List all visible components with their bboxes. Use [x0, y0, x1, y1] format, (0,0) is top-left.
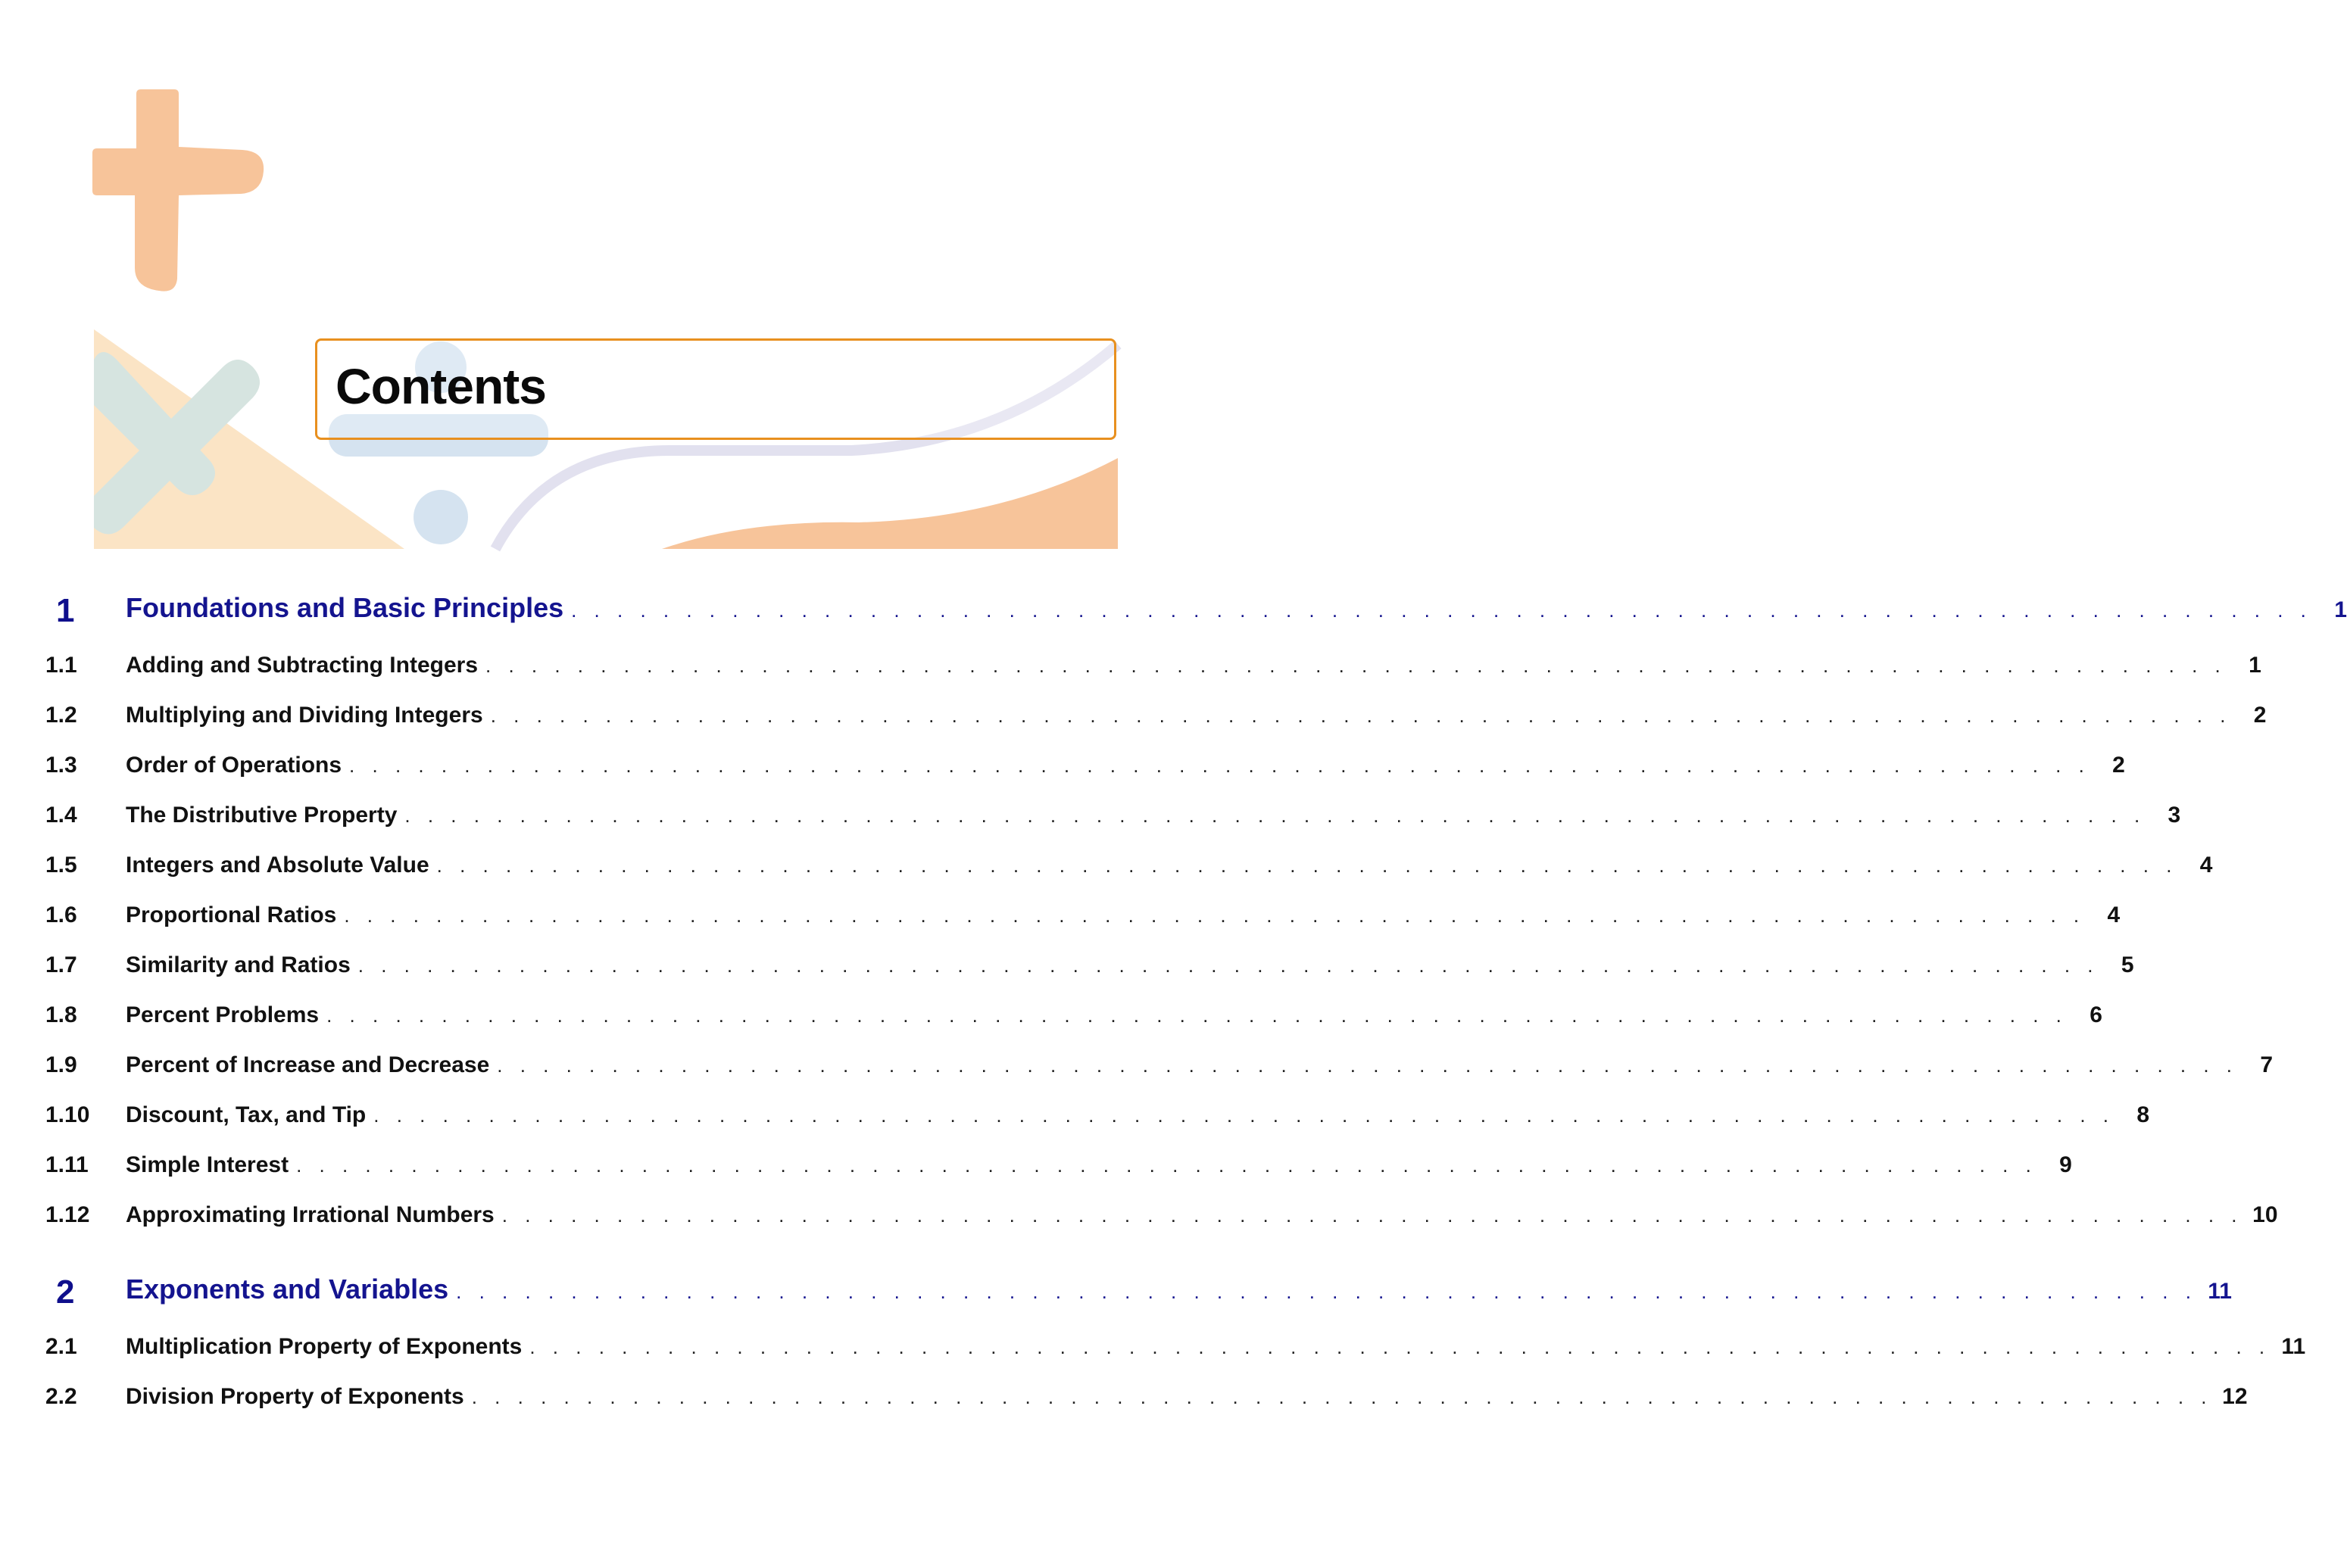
- chapter-title: Exponents and Variables: [126, 1273, 449, 1305]
- dot-leader: . . . . . . . . . . . . . . . . . . . . . . . . . . . . . . . . . . . . . . . . . . . . . . . . . . . . . . . . . . . . . . . . . . . . . . . . . . . .: [497, 1054, 2239, 1077]
- section-number: 1.5: [45, 853, 77, 878]
- chapter-title: Foundations and Basic Principles: [126, 592, 564, 623]
- section-page: 10: [2252, 1202, 2278, 1227]
- section-page: 12: [2222, 1384, 2248, 1409]
- dot-leader: . . . . . . . . . . . . . . . . . . . . . . . . . . . . . . . . . . . . . . . . . . . . . . . . . . . . . . . . . . . . . . . . . . . . . . . . . . . .: [529, 1336, 2271, 1358]
- section-number: 1.9: [45, 1052, 77, 1077]
- section-title: Percent Problems: [126, 1002, 320, 1027]
- chapter-number: 2: [56, 1273, 75, 1311]
- section-page: 4: [2107, 902, 2121, 927]
- dot-leader: . . . . . . . . . . . . . . . . . . . . . . . . . . . . . . . . . . . . . . . . . . . . . . . . . . . . . . . . . . . . . . . . . . . . . . . . . . . .: [485, 654, 2227, 677]
- section-title: Approximating Irrational Numbers: [126, 1202, 495, 1227]
- section-number: 1.10: [45, 1102, 90, 1127]
- section-page: 2: [2253, 703, 2267, 728]
- section-title: The Distributive Property: [126, 803, 398, 828]
- section-page: 8: [2136, 1102, 2150, 1127]
- section-title: Simple Interest: [126, 1152, 289, 1177]
- chapter-page: 1: [2334, 597, 2347, 622]
- chapter-number: 1: [56, 592, 75, 629]
- section-number: 1.1: [45, 653, 77, 678]
- dot-leader: . . . . . . . . . . . . . . . . . . . . . . . . . . . . . . . . . . . . . . . . . . . . . . . . . . . . . . . . . . . . . . . . . . . . . . . . . . . .: [456, 1280, 2197, 1303]
- dot-leader: . . . . . . . . . . . . . . . . . . . . . . . . . . . . . . . . . . . . . . . . . . . . . . . . . . . . . . . . . . . . . . . . . . . . . . . . . . . .: [373, 1104, 2115, 1127]
- section-number: 1.12: [45, 1202, 90, 1227]
- section-page: 4: [2199, 853, 2213, 878]
- dot-leader: . . . . . . . . . . . . . . . . . . . . . . . . . . . . . . . . . . . . . . . . . . . . . . . . . . . . . . . . . . . . . . . . . . . . . . . . . . . .: [357, 954, 2099, 977]
- section-number: 1.4: [45, 803, 77, 828]
- section-page: 3: [2168, 803, 2181, 828]
- dot-leader: . . . . . . . . . . . . . . . . . . . . . . . . . . . . . . . . . . . . . . . . . . . . . . . . . . . . . . . . . . . . . . . . . . . . . . . . . . . .: [344, 904, 2086, 927]
- page-title: Contents: [336, 358, 546, 414]
- dot-leader: . . . . . . . . . . . . . . . . . . . . . . . . . . . . . . . . . . . . . . . . . . . . . . . . . . . . . . . . . . . . . . . . . . . . . . . . . . . .: [436, 854, 2178, 877]
- section-number: 1.8: [45, 1002, 77, 1027]
- chapter-page: 11: [2208, 1279, 2232, 1304]
- dot-leader: . . . . . . . . . . . . . . . . . . . . . . . . . . . . . . . . . . . . . . . . . . . . . . . . . . . . . . . . . . . . . . . . . . . . . . . . . . . .: [296, 1154, 2037, 1177]
- section-title: Multiplying and Dividing Integers: [126, 703, 483, 728]
- section-number: 1.11: [45, 1152, 89, 1177]
- section-title: Similarity and Ratios: [126, 952, 351, 977]
- dot-leader: . . . . . . . . . . . . . . . . . . . . . . . . . . . . . . . . . . . . . . . . . . . . . . . . . . . . . . . . . . . . . . . . . . . . . . . . . . . .: [501, 1204, 2243, 1227]
- section-page: 2: [2112, 753, 2125, 778]
- section-title: Division Property of Exponents: [126, 1384, 464, 1409]
- dot-leader: . . . . . . . . . . . . . . . . . . . . . . . . . . . . . . . . . . . . . . . . . . . . . . . . . . . . . . . . . . . . . . . . . . . . . . . . . . . .: [490, 704, 2232, 727]
- section-page: 11: [2281, 1334, 2306, 1359]
- section-title: Adding and Subtracting Integers: [126, 653, 479, 678]
- plus-sign-decoration: [91, 89, 273, 294]
- section-page: 5: [2121, 952, 2134, 977]
- section-number: 1.7: [45, 952, 77, 977]
- contents-title-box: [315, 338, 1116, 440]
- dot-leader: . . . . . . . . . . . . . . . . . . . . . . . . . . . . . . . . . . . . . . . . . . . . . . . . . . . . . . . . . . . . . . . . . . . . . . . . . . . .: [471, 1386, 2213, 1408]
- section-title: Percent of Increase and Decrease: [126, 1052, 490, 1077]
- dot-leader: . . . . . . . . . . . . . . . . . . . . . . . . . . . . . . . . . . . . . . . . . . . . . . . . . . . . . . . . . . . . . . . . . . . . . . . . . . . .: [571, 599, 2312, 622]
- section-number: 1.6: [45, 902, 77, 927]
- section-number: 2.2: [45, 1384, 77, 1409]
- dot-leader: . . . . . . . . . . . . . . . . . . . . . . . . . . . . . . . . . . . . . . . . . . . . . . . . . . . . . . . . . . . . . . . . . . . . . . . . . . . .: [404, 804, 2146, 827]
- section-title: Multiplication Property of Exponents: [126, 1334, 523, 1359]
- dot-leader: . . . . . . . . . . . . . . . . . . . . . . . . . . . . . . . . . . . . . . . . . . . . . . . . . . . . . . . . . . . . . . . . . . . . . . . . . . . .: [349, 754, 2090, 777]
- section-page: 9: [2059, 1152, 2072, 1177]
- section-number: 1.3: [45, 753, 77, 778]
- section-number: 2.1: [45, 1334, 77, 1359]
- section-title: Proportional Ratios: [126, 902, 337, 927]
- section-title: Integers and Absolute Value: [126, 853, 429, 878]
- section-page: 7: [2260, 1052, 2274, 1077]
- section-title: Order of Operations: [126, 753, 342, 778]
- section-title: Discount, Tax, and Tip: [126, 1102, 367, 1127]
- section-number: 1.2: [45, 703, 77, 728]
- section-page: 6: [2090, 1002, 2102, 1027]
- section-page: 1: [2249, 653, 2261, 678]
- dot-leader: . . . . . . . . . . . . . . . . . . . . . . . . . . . . . . . . . . . . . . . . . . . . . . . . . . . . . . . . . . . . . . . . . . . . . . . . . . . .: [326, 1004, 2068, 1027]
